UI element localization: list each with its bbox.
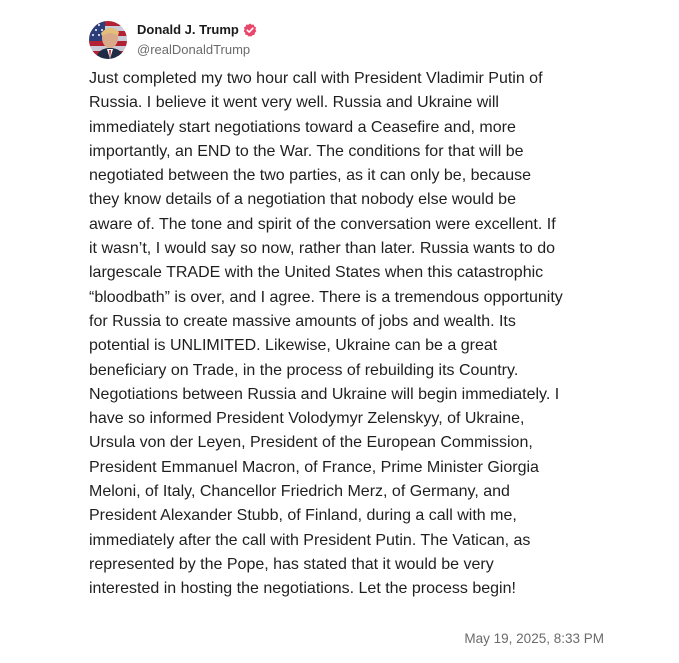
author-info [137, 21, 257, 59]
post-timestamp[interactable]: May 19, 2025, 8:33 PM [464, 631, 604, 646]
avatar[interactable] [89, 21, 127, 59]
verified-badge-icon [243, 23, 257, 37]
avatar-image [89, 21, 127, 59]
name-row [137, 21, 257, 39]
post-body-text: Just completed my two hour call with President Vladimir Putin of Russia. I believe it went very well. Russia and Ukraine will immediately start negotiations toward a Ceasefire and, more importantly, an END to the War. The conditions for that will be negotiated between the two parties, as it can only be, because they know details of a negotiation that nobody else would be aware of. The tone and spirit of the conversation were excellent. If it wasn’t, I would say so now, rather than later. Russia wants to do largescale TRADE with the United States when this catastrophic “bloodbath” is over, and I agree. There is a tremendous opportunity for Russia to create massive amounts of jobs and wealth. Its potential is UNLIMITED. Likewise, Ukraine can be a great beneficiary on Trade, in the process of rebuilding its Country. Negotiations between Russia and Ukraine will begin immediately. I have so informed President Volodymyr Zelenskyy, of Ukraine, Ursula von der Leyen, President of the European Commission, President Emmanuel Macron, of France, Prime Minister Giorgia Meloni, of Italy, Chancellor Friedrich Merz, of Germany, and President Alexander Stubb, of Finland, during a call with me, immediately after the call with President Putin. The Vatican, as represented by the Pope, has stated that it would be very interested in hosting the negotiations. Let the process begin! [89, 70, 563, 598]
post-header [89, 20, 257, 60]
handle[interactable]: @realDonaldTrump [137, 42, 251, 57]
display-name[interactable]: Donald J. Trump [137, 22, 239, 37]
